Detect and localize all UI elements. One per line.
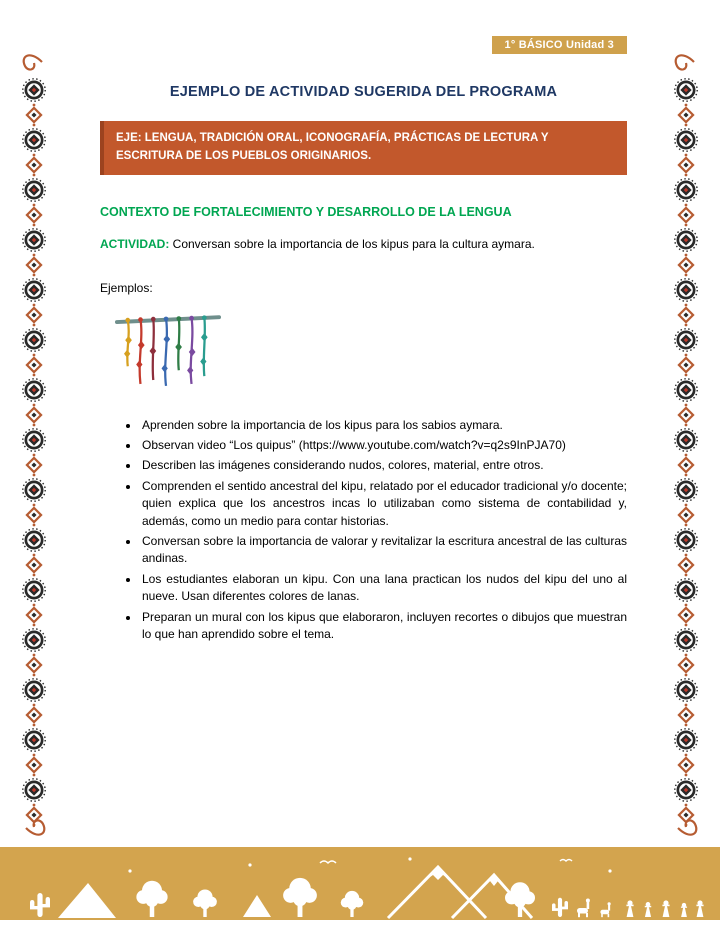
left-ornamental-border [16,50,52,840]
activity-text: Conversan sobre la importancia de los kipus para la cultura aymara. [172,236,535,251]
quipu-string-red [136,317,144,384]
quipu-string-purple [187,315,195,383]
main-content [100,0,627,646]
list-item: • Los estudiantes elaboran un kipu. Con una lana practican los nudos del kipu del uno al nueve. Usan diferentes colores de lanas. [140,571,627,606]
unit-badge: 1° BÁSICO Unidad 3 [492,36,627,54]
list-item: • Comprenden el sentido ancestral del kipu, relatado por el educador tradicional y/o docente; quien explica que los ancestros incas lo utilizaban como sistema de contabilidad y, además, como un medio para contar historias. [140,478,627,530]
list-item: • Conversan sobre la importancia de valorar y revitalizar la escritura ancestral de las culturas andinas. [140,533,627,568]
quipu-string-green [175,316,182,370]
context-heading: CONTEXTO DE FORTALECIMIENTO Y DESARROLLO DE LA LENGUA [100,204,512,219]
list-item: • Preparan un mural con los kipus que elaboraron, incluyen recortes o dibujos que muestran lo que han aprendido sobre el tema. [140,609,627,644]
examples-label: Ejemplos: [100,280,153,295]
quipu-string-gold [124,317,132,366]
quipu-illustration [114,307,222,401]
activity-line [100,237,627,251]
footer-band [0,847,720,932]
quipu-string-blue [162,316,171,385]
activity-label: ACTIVIDAD: [100,236,170,251]
list-item: • Observan video “Los quipus” (https://www.youtube.com/watch?v=q2s9InPJA70) [140,437,627,454]
page-title: EJEMPLO DE ACTIVIDAD SUGERIDA DEL PROGRAMA [169,84,558,100]
right-ornamental-border [668,50,704,840]
quipu-string-maroon [150,316,157,379]
list-item: • Describen las imágenes considerando nudos, colores, material, entre otros. [140,457,627,474]
activity-list [100,417,627,644]
quipu-string-teal [200,315,207,376]
list-item: • Aprenden sobre la importancia de los kipus para los sabios aymara. [140,417,627,434]
footer-landscape [0,847,720,932]
eje-banner: EJE: LENGUA, TRADICIÓN ORAL, ICONOGRAFÍA, PRÁCTICAS DE LECTURA Y ESCRITURA DE LOS PUEBLOS ORIGINARIOS. [100,121,627,175]
